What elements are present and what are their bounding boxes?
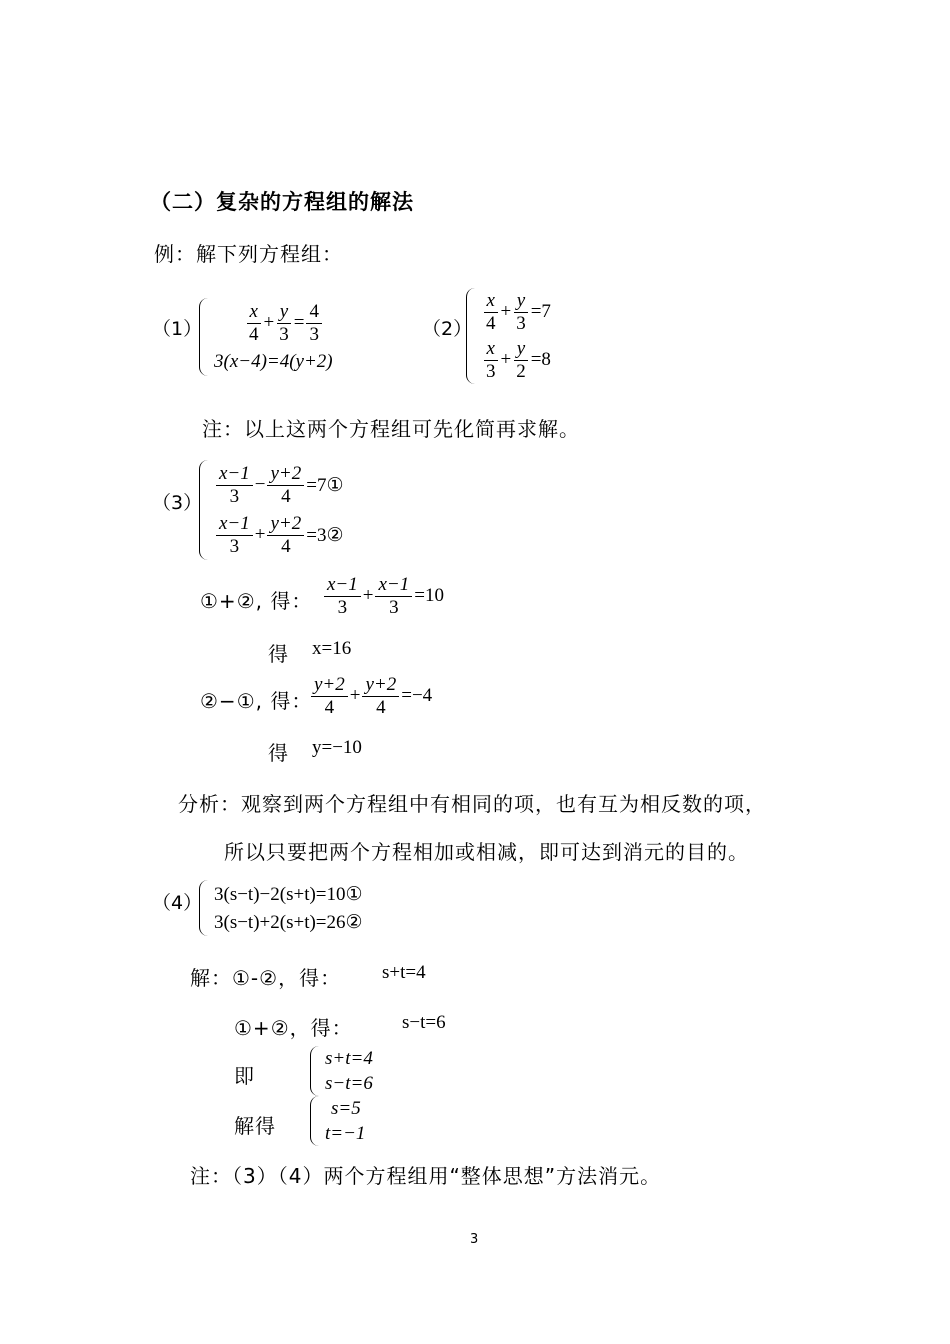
jiede-eq1: s=5 (331, 1097, 361, 1119)
fraction-numerator: x (247, 301, 261, 324)
problem-3-eq2 (214, 513, 344, 558)
fraction-denominator: 4 (324, 696, 335, 718)
problem-4-eq1: 3(s−t)−2(s+t)=10① (214, 883, 363, 905)
right-hand-side: =8 (530, 349, 551, 370)
right-hand-side: =7 (530, 301, 551, 322)
problem-3-eq1 (214, 463, 344, 508)
note-1: 注：以上这两个方程组可先化简再求解。 (202, 417, 580, 441)
ji-system (310, 1046, 373, 1096)
fraction-denominator: 3 (309, 323, 319, 345)
page-number: 3 (470, 1232, 479, 1247)
jiede-label: 解得 (234, 1114, 276, 1138)
problem-4-label: （4） (152, 892, 203, 914)
result-2-label: 得 (268, 741, 289, 765)
fraction-numerator: y+2 (267, 513, 304, 536)
operator: + (349, 685, 361, 707)
fraction-denominator: 3 (389, 596, 399, 618)
problem-1-eq2: 3(x−4)=4(y+2) (214, 351, 333, 373)
problem-2-label: （2） (422, 318, 473, 340)
note-2: 注：（3）（4）两个方程组用“整体思想”方法消元。 (190, 1164, 662, 1188)
fraction-denominator: 4 (281, 535, 291, 557)
fraction-denominator: 3 (229, 535, 240, 557)
problem-1-label: （1） (152, 318, 203, 340)
fraction-numerator: y (514, 338, 528, 361)
example-label: 例：解下列方程组： (154, 242, 343, 266)
step-1-equation (322, 574, 444, 619)
right-hand-side: =−4 (401, 685, 433, 707)
ji-label: 即 (234, 1064, 255, 1088)
fraction-numerator: x−1 (216, 463, 253, 486)
left-brace (310, 1046, 320, 1096)
fraction-denominator: 4 (376, 696, 386, 718)
fraction-numerator: x−1 (216, 513, 253, 536)
fraction-denominator: 4 (281, 485, 291, 507)
fraction-numerator: x (484, 338, 498, 361)
sol-4-line-1-value: s+t=4 (382, 962, 426, 983)
fraction-denominator: 2 (516, 360, 526, 382)
problem-2-eq1 (481, 290, 551, 335)
fraction-denominator: 4 (486, 312, 496, 334)
fraction-denominator: 3 (279, 323, 289, 345)
fraction-numerator: y+2 (311, 674, 348, 697)
analysis-line-1: 分析：观察到两个方程组中有相同的项，也有互为相反数的项， (178, 792, 766, 816)
problem-2-eq2 (481, 338, 551, 383)
problem-4-system (199, 880, 363, 936)
fraction-numerator: y+2 (362, 674, 399, 697)
fraction-numerator: y (277, 301, 291, 324)
left-brace (466, 288, 476, 384)
step-1-label: ①+②, 得： (200, 589, 313, 613)
fraction-denominator: 3 (486, 360, 496, 382)
right-hand-side: =7① (306, 474, 344, 496)
analysis-line-2: 所以只要把两个方程相加或相减，即可达到消元的目的。 (224, 840, 749, 864)
jiede-system (310, 1096, 365, 1146)
problem-4-eq2: 3(s−t)+2(s+t)=26② (214, 911, 363, 933)
result-1-label: 得 (268, 642, 289, 666)
fraction-numerator: x−1 (324, 574, 361, 597)
step-2-equation (309, 674, 432, 719)
fraction-denominator: 3 (516, 312, 526, 334)
operator: + (500, 349, 512, 370)
problem-1-eq1 (214, 301, 333, 346)
section-title: （二）复杂的方程组的解法 (150, 190, 414, 214)
result-2-value: y=−10 (312, 737, 362, 758)
left-brace (199, 298, 209, 376)
operator: + (254, 524, 266, 545)
right-hand-side: =10 (414, 585, 444, 607)
problem-2-system (466, 288, 551, 384)
problem-3-system (199, 460, 344, 560)
fraction-denominator: 3 (229, 485, 240, 507)
fraction-numerator: x−1 (375, 574, 412, 597)
problem-3-label: （3） (152, 492, 203, 514)
fraction-numerator: x (484, 290, 498, 313)
left-brace (310, 1096, 320, 1146)
sol-4-line-2-label: ①+②，得： (234, 1016, 353, 1040)
right-hand-side: =3② (306, 524, 344, 546)
operator: + (362, 585, 374, 607)
fraction-denominator: 4 (249, 323, 259, 345)
step-2-label: ②−①, 得： (200, 689, 313, 713)
ji-eq2: s−t=6 (325, 1072, 373, 1094)
left-brace (199, 880, 209, 936)
result-1-value: x=16 (312, 638, 352, 659)
fraction-numerator: y (514, 290, 528, 313)
operator: − (254, 474, 266, 495)
jiede-eq2: t=−1 (325, 1122, 366, 1144)
fraction-numerator: 4 (306, 301, 322, 324)
ji-eq1: s+t=4 (325, 1047, 373, 1069)
fraction-numerator: y+2 (267, 463, 304, 486)
sol-4-line-1-label: 解：①-②，得： (190, 966, 342, 990)
fraction-denominator: 3 (337, 596, 348, 618)
operator: + (263, 312, 275, 334)
left-brace (199, 460, 209, 560)
problem-1-system (199, 298, 333, 376)
sol-4-line-2-value: s−t=6 (402, 1012, 446, 1033)
operator: + (500, 301, 512, 322)
operator: = (293, 312, 305, 334)
